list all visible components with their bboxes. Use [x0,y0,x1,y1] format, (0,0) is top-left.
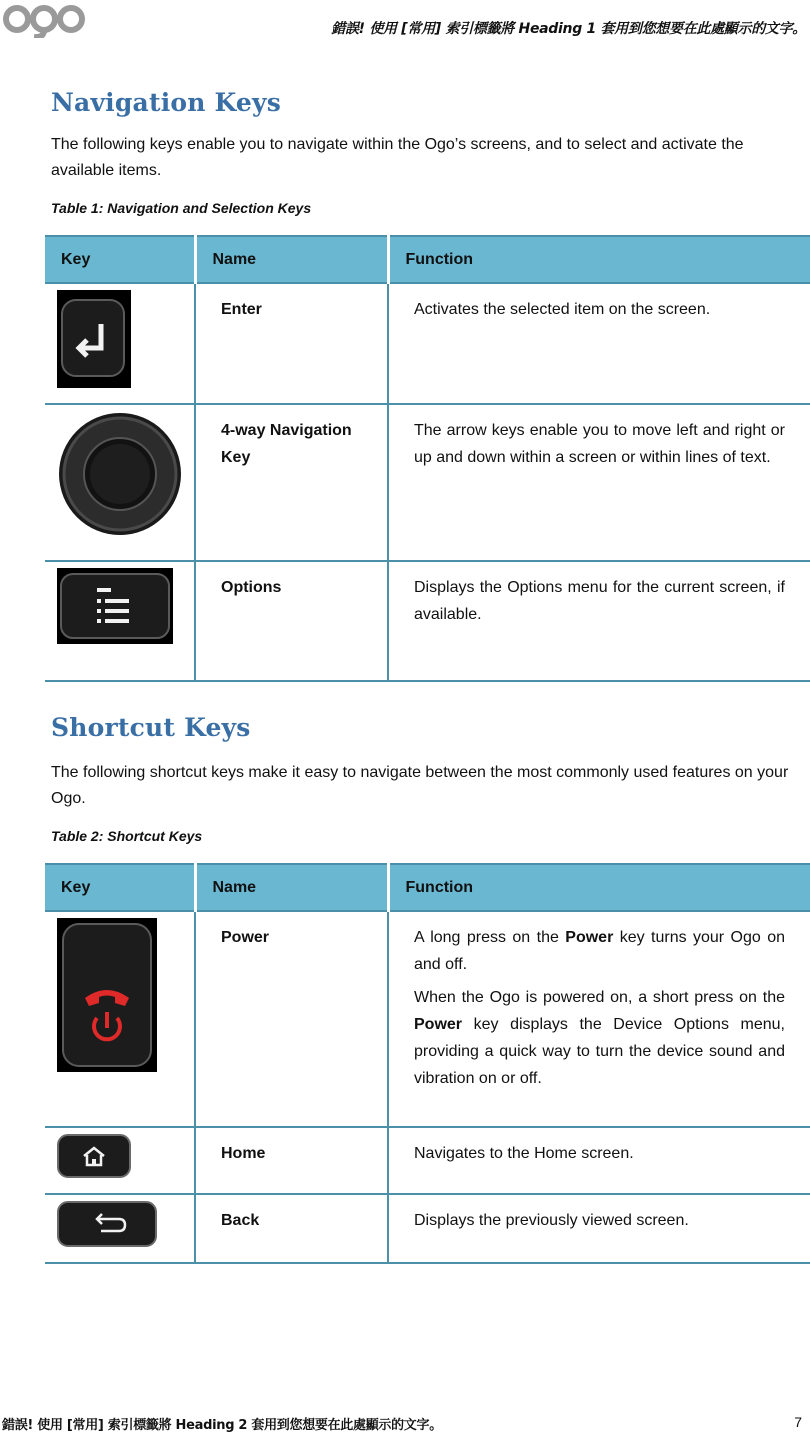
table-header-row [45,864,810,911]
key-cell [45,283,195,404]
table-row [45,561,810,681]
key-cell [45,1194,195,1263]
navigation-table-caption: Table 1: Navigation and Selection Keys [51,200,312,216]
column-header-function: Function [388,236,810,283]
navigation-keys-heading: Navigation Keys [51,88,282,117]
options-key-icon [57,568,173,644]
column-header-name: Name [195,864,388,911]
table-row [45,1194,810,1263]
column-header-name: Name [195,236,388,283]
navigation-intro: The following keys enable you to navigate within the Ogo’s screens, and to select and activate the available items. [51,136,744,179]
key-function: The arrow keys enable you to move left and right or up and down within a screen or within lines of text. [388,404,810,561]
ogo-logo [2,2,92,38]
home-key-icon [57,1134,131,1178]
page-number: 7 [794,1414,802,1430]
key-function: Activates the selected item on the screen. [388,283,810,404]
key-name: Home [195,1127,388,1194]
column-header-function: Function [388,864,810,911]
key-cell [45,561,195,681]
power-function-long-press: A long press on the Power key turns your Ogo on and off. [414,929,785,973]
shortcut-intro: The following shortcut keys make it easy to navigate between the most commonly used features on your Ogo. [51,764,789,807]
enter-key-icon [57,290,131,388]
key-function [388,911,810,1127]
shortcut-table-caption: Table 2: Shortcut Keys [51,828,203,844]
shortcut-keys-table [45,863,810,1264]
column-header-key: Key [45,236,195,283]
table-row [45,283,810,404]
navigation-keys-table [45,235,810,682]
power-function-short-press: When the Ogo is powered on, a short press on the Power key displays the Device Options menu, providing a quick way to turn the device sound and vibration on or off. [414,989,785,1087]
header-note: 錯誤! 使用 [常用] 索引標籤將 Heading 1 套用到您想要在此處顯示的文字。 [331,21,806,37]
column-header-key: Key [45,864,195,911]
key-function: Navigates to the Home screen. [388,1127,810,1194]
table-header-row [45,236,810,283]
power-key-icon [57,918,157,1072]
key-name: Options [195,561,388,681]
shortcut-keys-heading: Shortcut Keys [51,713,251,742]
key-cell [45,404,195,561]
table-row [45,404,810,561]
key-cell [45,1127,195,1194]
key-name: 4-way Navigation Key [195,404,388,561]
key-name: Enter [195,283,388,404]
key-name: Back [195,1194,388,1263]
table-row [45,911,810,1127]
back-key-icon [57,1201,157,1247]
table-row [45,1127,810,1194]
footer-note: 錯誤! 使用 [常用] 索引標籤將 Heading 2 套用到您想要在此處顯示的文字。 [2,1418,442,1433]
key-function: Displays the previously viewed screen. [388,1194,810,1263]
key-cell [45,911,195,1127]
key-function: Displays the Options menu for the current screen, if available. [388,561,810,681]
four-way-navigation-key-icon [57,411,183,537]
key-name: Power [195,911,388,1127]
